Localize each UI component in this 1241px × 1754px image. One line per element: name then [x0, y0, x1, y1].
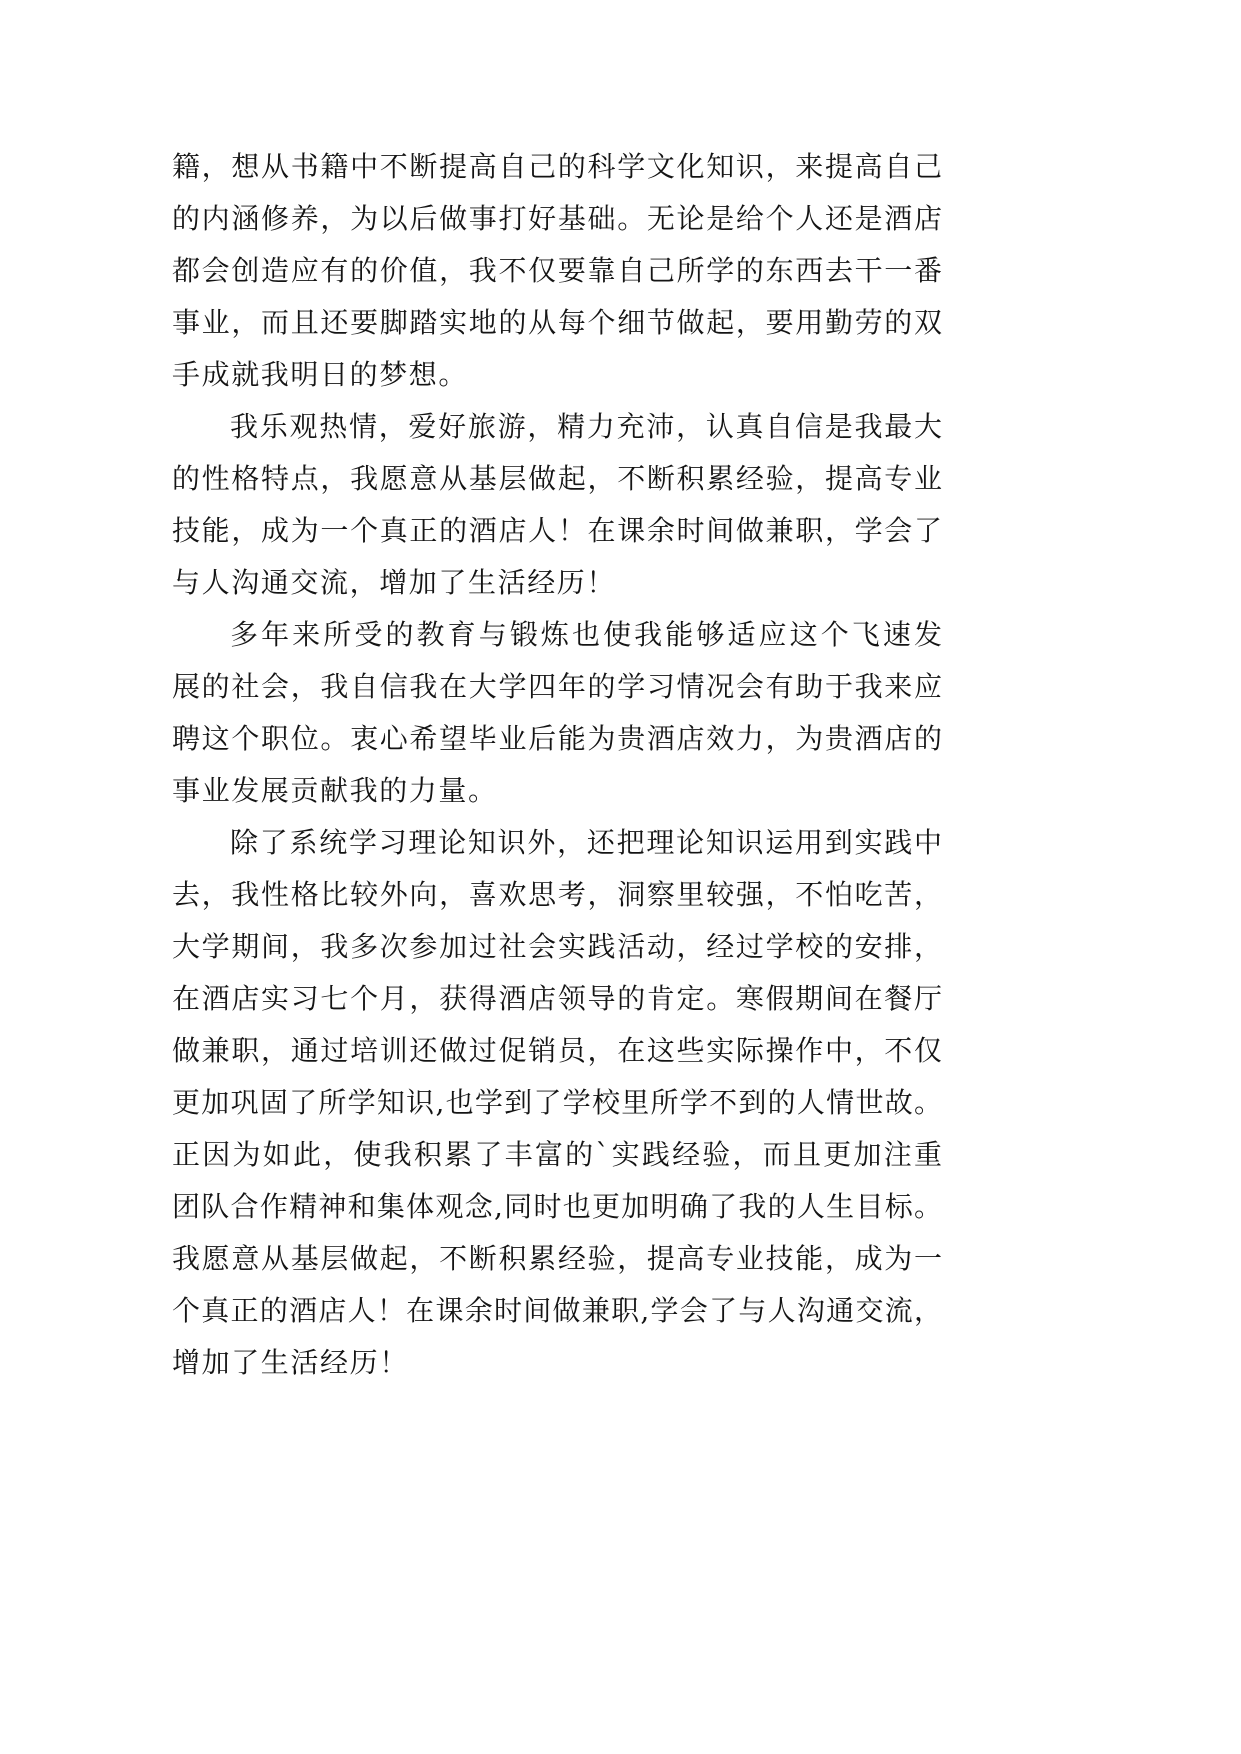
text-line: 多年来所受的教育与锻炼也使我能够适应这个飞速发: [230, 618, 942, 651]
text-line: 展的社会，我自信我在大学四年的学习情况会有助于我来应: [172, 670, 942, 703]
paragraph: [172, 609, 942, 817]
body-text: [172, 141, 942, 1389]
text-line: 团队合作精神和集体观念,同时也更加明确了我的人生目标。: [172, 1190, 942, 1223]
text-line: 聘这个职位。衷心希望毕业后能为贵酒店效力，为贵酒店的: [172, 722, 942, 755]
text-line: 正因为如此，使我积累了丰富的`实践经验，而且更加注重: [172, 1138, 942, 1171]
text-line: 做兼职，通过培训还做过促销员，在这些实际操作中，不仅: [172, 1034, 942, 1067]
text-line: 去，我性格比较外向，喜欢思考，洞察里较强，不怕吃苦，: [172, 878, 942, 911]
paragraph: [172, 817, 942, 1389]
text-line: 增加了生活经历！: [172, 1346, 409, 1379]
text-line: 个真正的酒店人！在课余时间做兼职,学会了与人沟通交流，: [172, 1294, 942, 1327]
text-line: 技能，成为一个真正的酒店人！在课余时间做兼职，学会了: [172, 514, 942, 547]
text-line: 的内涵修养，为以后做事打好基础。无论是给个人还是酒店: [172, 202, 942, 235]
text-line: 更加巩固了所学知识,也学到了学校里所学不到的人情世故。: [172, 1086, 942, 1119]
text-line: 我乐观热情，爱好旅游，精力充沛，认真自信是我最大: [230, 410, 942, 443]
text-line: 大学期间，我多次参加过社会实践活动，经过学校的安排，: [172, 930, 942, 963]
text-line: 手成就我明日的梦想。: [172, 358, 469, 391]
paragraph: [172, 401, 942, 609]
text-line: 我愿意从基层做起，不断积累经验，提高专业技能，成为一: [172, 1242, 942, 1275]
text-line: 都会创造应有的价值，我不仅要靠自己所学的东西去干一番: [172, 254, 942, 287]
text-line: 在酒店实习七个月，获得酒店领导的肯定。寒假期间在餐厅: [172, 982, 942, 1015]
paragraph: [172, 141, 942, 401]
text-line: 事业发展贡献我的力量。: [172, 774, 498, 807]
text-line: 与人沟通交流，增加了生活经历！: [172, 566, 617, 599]
text-line: 的性格特点，我愿意从基层做起，不断积累经验，提高专业: [172, 462, 942, 495]
text-line: 事业，而且还要脚踏实地的从每个细节做起，要用勤劳的双: [172, 306, 942, 339]
text-line: 除了系统学习理论知识外，还把理论知识运用到实践中: [230, 826, 942, 859]
text-line: 籍，想从书籍中不断提高自己的科学文化知识，来提高自己: [172, 150, 942, 183]
